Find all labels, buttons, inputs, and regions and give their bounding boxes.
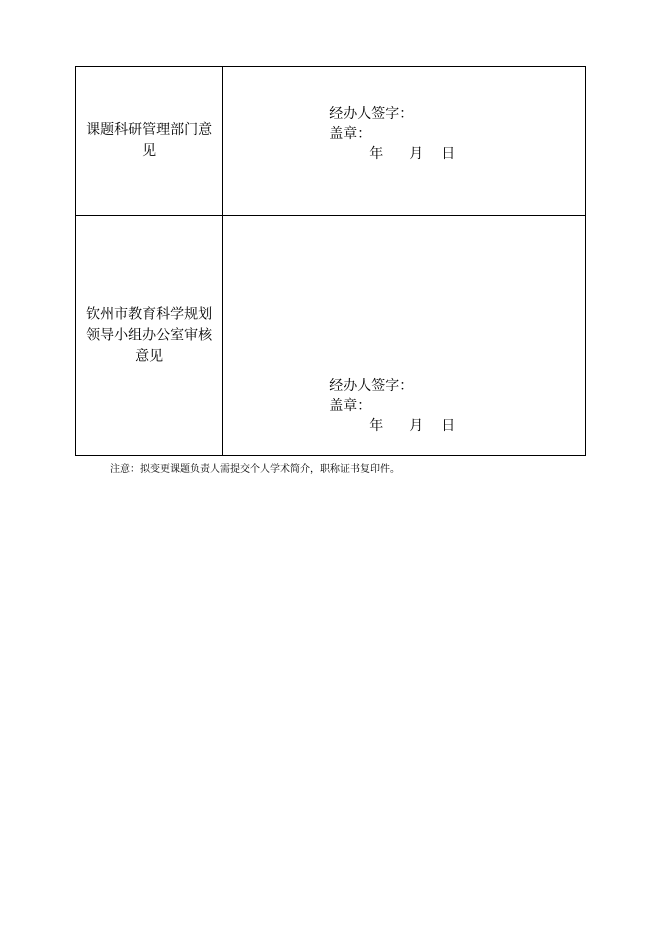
signature-block <box>329 104 455 164</box>
date-day: 日 <box>441 146 456 162</box>
signature-label: 经办人签字： <box>329 106 414 122</box>
signature-block <box>329 376 455 436</box>
date-month: 月 <box>409 146 424 162</box>
seal-label: 盖章： <box>329 126 372 142</box>
date-line <box>369 416 455 436</box>
date-day: 日 <box>441 418 456 434</box>
signature-label: 经办人签字： <box>329 378 414 394</box>
opinion-cell <box>223 67 586 216</box>
approval-table <box>75 66 586 456</box>
row-label-planning-office: 钦州市教育科学规划领导小组办公室审核意见 <box>86 306 213 364</box>
table-row-research-dept <box>76 67 586 216</box>
footnote: 注意：拟变更课题负责人需提交个人学术简介，职称证书复印件。 <box>110 464 400 475</box>
date-year: 年 <box>369 146 384 162</box>
date-line <box>369 144 455 164</box>
label-cell <box>76 216 223 456</box>
seal-label: 盖章： <box>329 398 372 414</box>
date-month: 月 <box>409 418 424 434</box>
label-cell <box>76 67 223 216</box>
table-row-planning-office <box>76 216 586 456</box>
date-year: 年 <box>369 418 384 434</box>
row-label-research-dept: 课题科研管理部门意见 <box>86 122 213 159</box>
opinion-cell <box>223 216 586 456</box>
